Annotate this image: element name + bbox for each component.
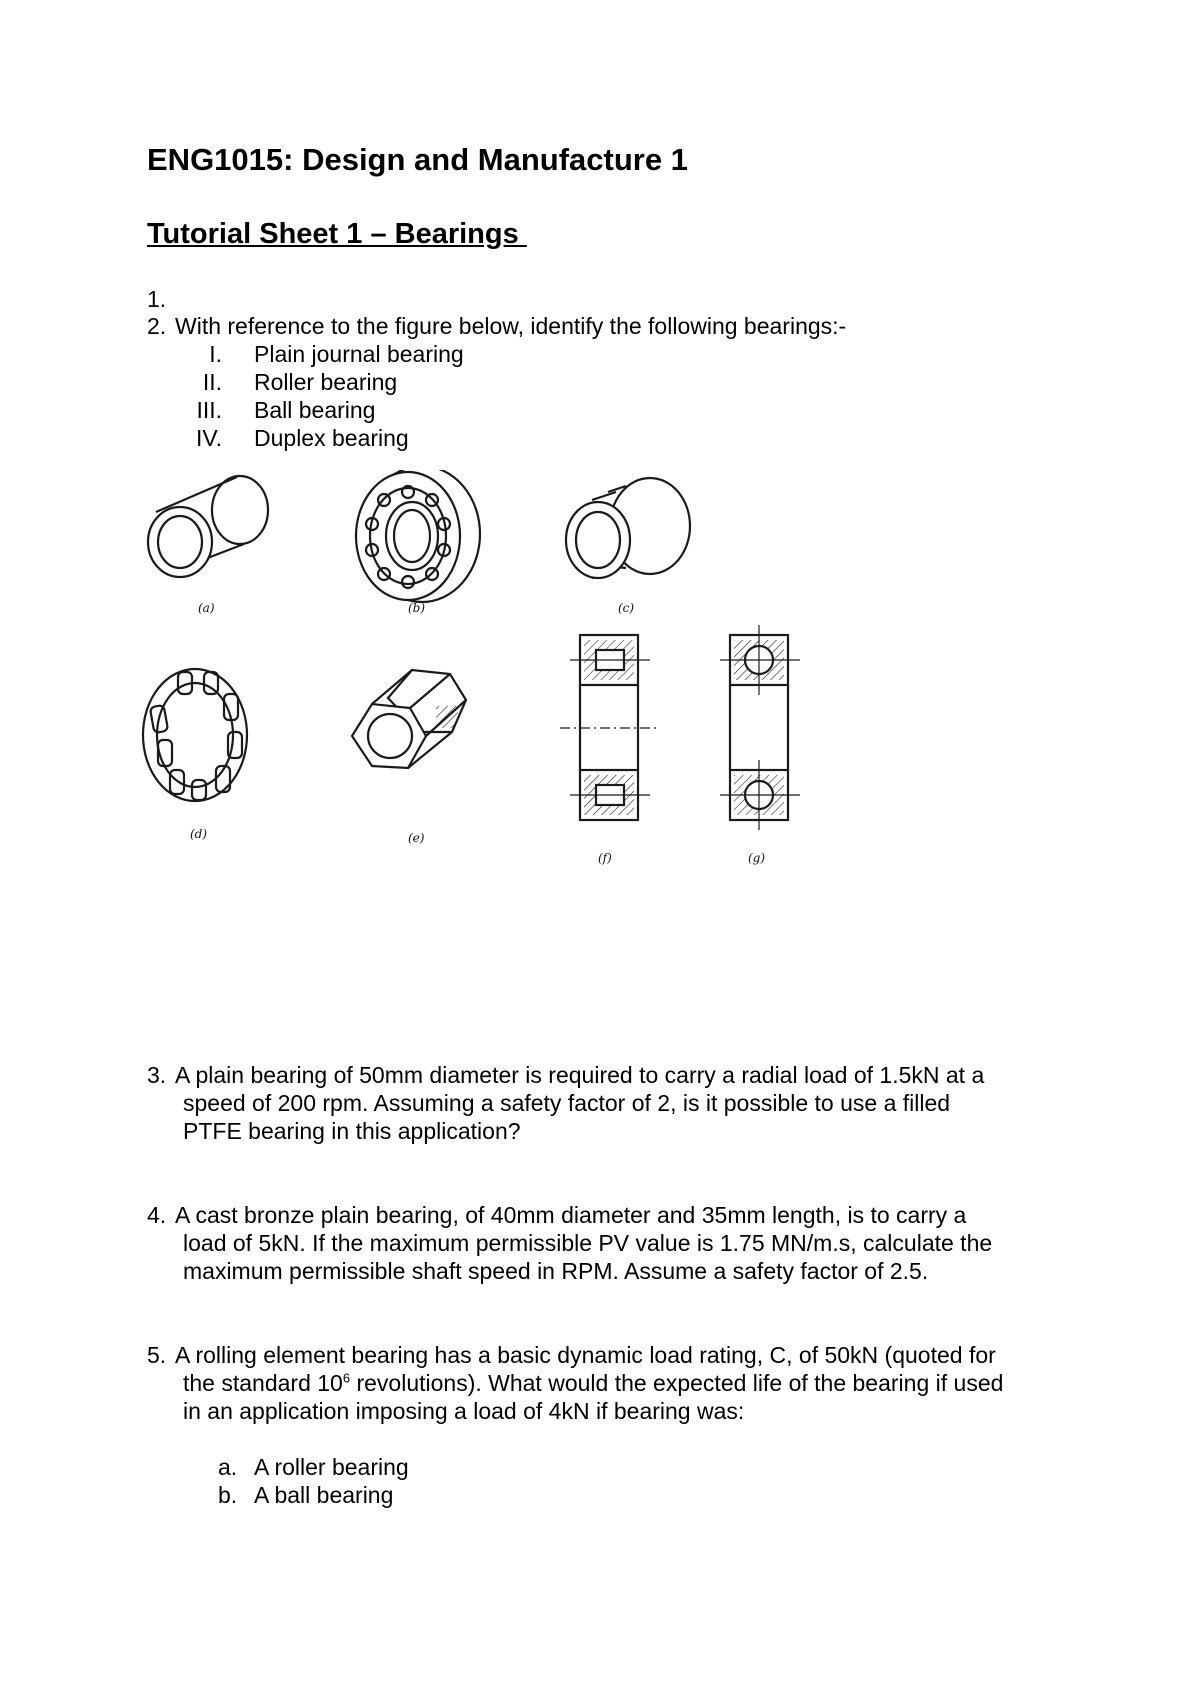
figure-caption-a: (a) (198, 601, 215, 615)
question-4-number: 4. (147, 1202, 167, 1228)
bearing-f-drawing (560, 635, 658, 820)
list-item-label: Duplex bearing (254, 425, 409, 451)
question-5-line2-end: revolutions). What would the expected life of the bearing if used (350, 1370, 1004, 1396)
list-item-numeral: II. (202, 369, 222, 395)
option-letter: a. (218, 1454, 238, 1480)
question-5-line: A rolling element bearing has a basic dynamic load rating, C, of 50kN (quoted for (175, 1342, 996, 1368)
list-item-label: Ball bearing (254, 397, 376, 423)
list-item-numeral: III. (196, 397, 222, 423)
bearings-figure (140, 470, 860, 940)
bearings-figure-drawing (140, 470, 860, 940)
figure-caption-g: (g) (748, 851, 766, 865)
figure-caption-d: (d) (190, 827, 208, 841)
list-item-numeral: I. (209, 341, 222, 367)
question-2-number: 2. (147, 313, 167, 339)
bearing-g-drawing (720, 625, 800, 830)
figure-caption-b: (b) (408, 601, 426, 615)
question-4-line: A cast bronze plain bearing, of 40mm diameter and 35mm length, is to carry a (175, 1202, 967, 1228)
question-5-line: in an application imposing a load of 4kN if bearing was: (183, 1398, 745, 1424)
list-item-numeral: IV. (195, 425, 222, 451)
figure-caption-c: (c) (618, 601, 635, 615)
exponent-superscript: 6 (342, 1370, 351, 1386)
question-4-line: load of 5kN. If the maximum permissible PV value is 1.75 MN/m.s, calculate the (183, 1230, 993, 1256)
option-letter: b. (218, 1482, 238, 1508)
question-5-number: 5. (147, 1342, 167, 1368)
figure-caption-f: (f) (598, 851, 612, 865)
question-5-line (183, 1369, 1003, 1397)
figure-caption-e: (e) (408, 831, 425, 845)
bearing-e-drawing (352, 670, 466, 768)
question-3-line: A plain bearing of 50mm diameter is required to carry a radial load of 1.5kN at a (175, 1062, 985, 1088)
bearing-a-drawing (148, 476, 268, 577)
question-3-line: PTFE bearing in this application? (183, 1118, 521, 1144)
tutorial-sheet-heading: Tutorial Sheet 1 – Bearings (147, 218, 527, 250)
bearing-b-drawing (356, 470, 480, 602)
question-3-number: 3. (147, 1062, 167, 1088)
document-title: ENG1015: Design and Manufacture 1 (147, 142, 688, 177)
option-label: A ball bearing (254, 1482, 394, 1508)
bearing-c-drawing (566, 478, 690, 578)
question-3-line: speed of 200 rpm. Assuming a safety factor of 2, is it possible to use a filled (183, 1090, 951, 1116)
question-2-text: With reference to the figure below, identify the following bearings:- (175, 313, 847, 339)
list-item-label: Roller bearing (254, 369, 398, 395)
option-label: A roller bearing (254, 1454, 409, 1480)
question-5-line2-start: the standard 10 (183, 1370, 343, 1396)
bearing-d-drawing (143, 669, 247, 801)
list-item-label: Plain journal bearing (254, 341, 464, 367)
question-1-number: 1. (147, 286, 167, 312)
question-4-line: maximum permissible shaft speed in RPM. Assume a safety factor of 2.5. (183, 1258, 929, 1284)
